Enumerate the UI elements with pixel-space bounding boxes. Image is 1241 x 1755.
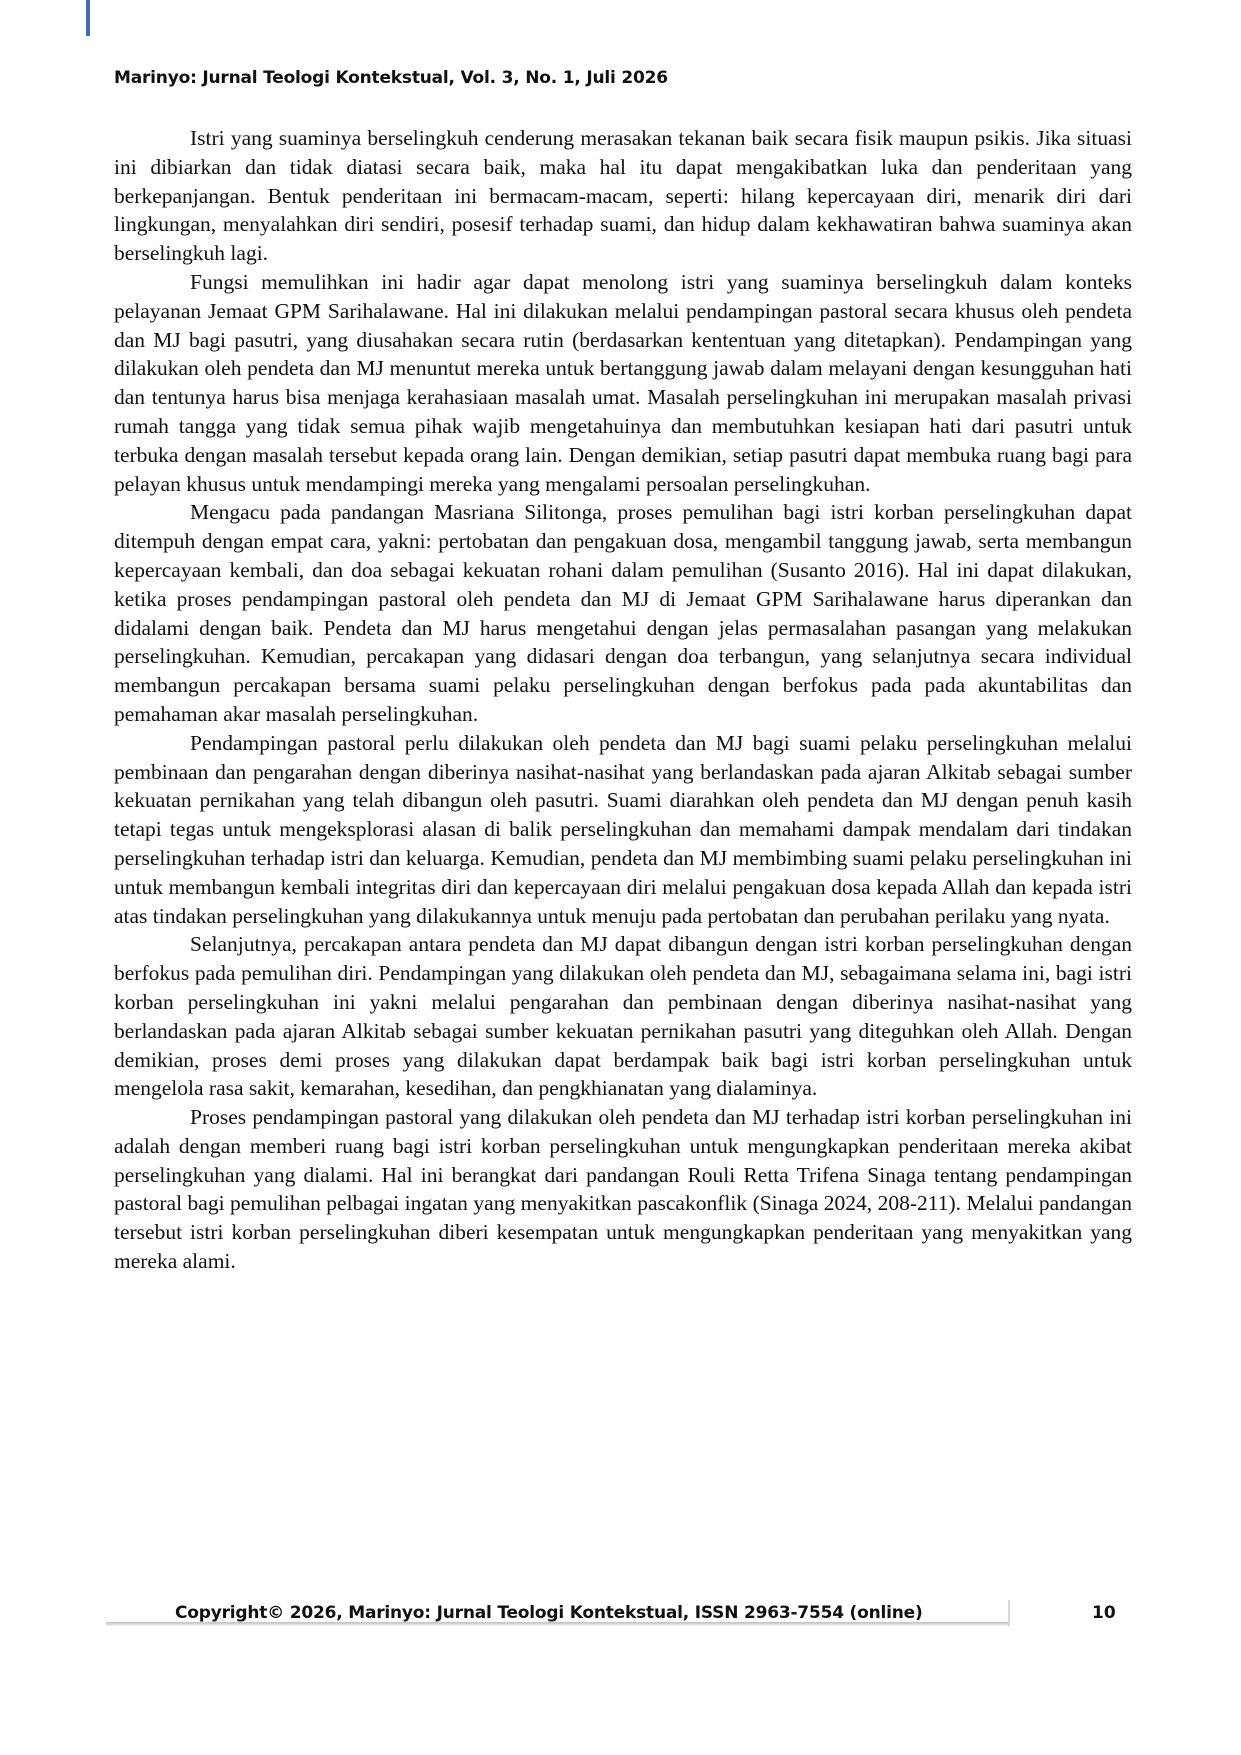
paragraph-5: Selanjutnya, percakapan antara pendeta dan MJ dapat dibangun dengan istri korban perselingkuhan dengan berfokus pada pemulihan diri. Pendampingan yang dilakukan oleh pendeta dan MJ, sebagaimana selama ini, bagi istri korban perselingkuhan ini yakni melalui pengarahan dan pembinaan dengan diberinya nasihat-nasihat yang berlandaskan pada ajaran Alkitab sebagai sumber kekuatan pernikahan pasutri yang diteguhkan oleh Allah. Dengan demikian, proses demi proses yang dilakukan dapat berdampak baik bagi istri korban perselingkuhan untuk mengelola rasa sakit, kemarahan, kesedihan, dan pengkhianatan yang dialaminya. <box>114 932 1132 1101</box>
article-body <box>114 124 1132 1276</box>
header-accent-bar <box>86 0 90 36</box>
running-header: Marinyo: Jurnal Teologi Kontekstual, Vol. 3, No. 1, Juli 2026 <box>114 68 668 88</box>
paragraph-3: Mengacu pada pandangan Masriana Silitonga, proses pemulihan bagi istri korban perselingkuhan dapat ditempuh dengan empat cara, yakni: pertobatan dan pengakuan dosa, mengambil tanggung jawab, serta membangun kepercayaan kembali, dan doa sebagai kekuatan rohani dalam pemulihan (Susanto 2016). Hal ini dapat dilakukan, ketika proses pendampingan pastoral oleh pendeta dan MJ di Jemaat GPM Sarihalawane harus diperankan dan didalami dengan baik. Pendeta dan MJ harus mengetahui dengan jelas permasalahan pasangan yang melakukan perselingkuhan. Kemudian, percakapan yang didasari dengan doa terbangun, yang selanjutnya secara individual membangun percakapan bersama suami pelaku perselingkuhan dengan berfokus pada pada akuntabilitas dan pemahaman akar masalah perselingkuhan. <box>114 500 1132 726</box>
paragraph-6: Proses pendampingan pastoral yang dilakukan oleh pendeta dan MJ terhadap istri korban perselingkuhan ini adalah dengan memberi ruang bagi istri korban perselingkuhan untuk mengungkapkan penderitaan mereka akibat perselingkuhan yang dialami. Hal ini berangkat dari pandangan Rouli Retta Trifena Sinaga tentang pendampingan pastoral bagi pemulihan pelbagai ingatan yang menyakitkan pascakonflik (Sinaga 2024, 208-211). Melalui pandangan tersebut istri korban perselingkuhan diberi kesempatan untuk mengungkapkan penderitaan yang menyakitkan yang mereka alami. <box>114 1105 1132 1274</box>
footer-divider-edge <box>1008 1600 1010 1626</box>
paragraph-4: Pendampingan pastoral perlu dilakukan oleh pendeta dan MJ bagi suami pelaku perselingkuhan melalui pembinaan dan pengarahan dengan diberinya nasihat-nasihat yang berlandaskan pada ajaran Alkitab sebagai sumber kekuatan pernikahan yang telah dibangun oleh pasutri. Suami diarahkan oleh pendeta dan MJ dengan penuh kasih tetapi tegas untuk mengeksplorasi alasan di balik perselingkuhan dan memahami dampak mendalam dari tindakan perselingkuhan terhadap istri dan keluarga. Kemudian, pendeta dan MJ membimbing suami pelaku perselingkuhan ini untuk membangun kembali integritas diri dan kepercayaan diri melalui pengakuan dosa kepada Allah dan kepada istri atas tindakan perselingkuhan yang dilakukannya untuk menuju pada pertobatan dan perubahan perilaku yang nyata. <box>114 730 1132 928</box>
page-number: 10 <box>1092 1603 1116 1623</box>
paragraph-2: Fungsi memulihkan ini hadir agar dapat menolong istri yang suaminya berselingkuh dalam konteks pelayanan Jemaat GPM Sarihalawane. Hal ini dilakukan melalui pendampingan pastoral secara khusus oleh pendeta dan MJ bagi pasutri, yang diusahakan secara rutin (berdasarkan kententuan yang ditetapkan). Pendampingan yang dilakukan oleh pendeta dan MJ menuntut mereka untuk bertanggung jawab dalam melayani dengan kesungguhan hati dan tentunya harus bisa menjaga kerahasiaan masalah umat. Masalah perselingkuhan ini merupakan masalah privasi rumah tangga yang tidak semua pihak wajib mengetahuinya dan membutuhkan kesiapan hati dari pasutri untuk terbuka dengan masalah tersebut kepada orang lain. Dengan demikian, setiap pasutri dapat membuka ruang bagi para pelayan khusus untuk mendampingi mereka yang mengalami persoalan perselingkuhan. <box>114 269 1132 496</box>
paragraph-1: Istri yang suaminya berselingkuh cenderung merasakan tekanan baik secara fisik maupun psikis. Jika situasi ini dibiarkan dan tidak diatasi secara baik, maka hal itu dapat mengakibatkan luka dan penderitaan yang berkepanjangan. Bentuk penderitaan ini bermacam-macam, seperti: hilang kepercayaan diri, menarik diri dari lingkungan, menyalahkan diri sendiri, posesif terhadap suami, dan hidup dalam kekhawatiran bahwa suaminya akan berselingkuh lagi. <box>114 126 1132 266</box>
footer-copyright: Copyright© 2026, Marinyo: Jurnal Teologi Kontekstual, ISSN 2963-7554 (online) <box>175 1603 923 1623</box>
